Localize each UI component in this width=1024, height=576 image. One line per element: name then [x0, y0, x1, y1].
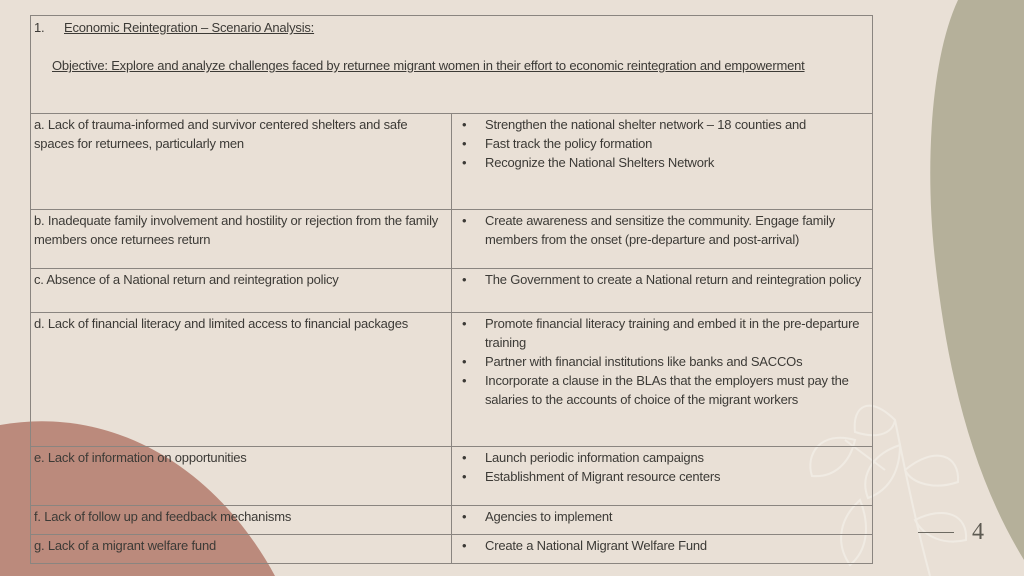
list-item: • Create awareness and sensitize the community. Engage family members from the onset (pre-departure and post-arrival)	[460, 211, 868, 249]
scenario-table	[30, 15, 873, 564]
action-cell	[452, 535, 873, 564]
table-row	[31, 535, 873, 564]
list-item: • Partner with financial institutions like banks and SACCOs	[460, 352, 868, 371]
action-cell	[452, 313, 873, 447]
objective-text: Objective: Explore and analyze challenges faced by returnee migrant women in their effort to economic reintegration and empowerment	[52, 58, 805, 73]
challenge-cell: a. Lack of trauma-informed and survivor centered shelters and safe spaces for returnees, particularly men	[31, 114, 452, 210]
challenge-cell: g. Lack of a migrant welfare fund	[31, 535, 452, 564]
list-item: • The Government to create a National return and reintegration policy	[460, 270, 868, 289]
section-heading	[31, 18, 864, 37]
list-item: • Fast track the policy formation	[460, 134, 868, 153]
section-number: 1.	[34, 20, 45, 35]
header-row	[31, 16, 873, 114]
list-item: • Strengthen the national shelter network – 18 counties and	[460, 115, 868, 134]
challenge-cell: e. Lack of information on opportunities	[31, 447, 452, 506]
list-item: • Create a National Migrant Welfare Fund	[460, 536, 868, 555]
table-row	[31, 210, 873, 269]
list-item: • Promote financial literacy training and embed it in the pre-departure training	[460, 314, 868, 352]
action-cell	[452, 447, 873, 506]
table-row	[31, 447, 873, 506]
list-item: • Incorporate a clause in the BLAs that the employers must pay the salaries to the accounts of choice of the migrant workers	[460, 371, 868, 409]
action-cell	[452, 210, 873, 269]
action-cell	[452, 114, 873, 210]
section-title: Economic Reintegration – Scenario Analysis:	[64, 20, 315, 35]
challenge-cell: f. Lack of follow up and feedback mechanisms	[31, 506, 452, 535]
action-list	[460, 314, 868, 409]
list-item: • Recognize the National Shelters Network	[460, 153, 868, 172]
action-cell	[452, 269, 873, 313]
action-list	[460, 270, 868, 289]
list-item: • Launch periodic information campaigns	[460, 448, 868, 467]
page-number: 4	[972, 519, 984, 545]
action-cell	[452, 506, 873, 535]
action-list	[460, 115, 868, 172]
list-item: • Establishment of Migrant resource centers	[460, 467, 868, 486]
sage-blob-shape	[930, 0, 1024, 560]
action-list	[460, 448, 868, 486]
action-list	[460, 536, 868, 555]
table-row	[31, 313, 873, 447]
table-row	[31, 506, 873, 535]
page-number-rule	[918, 532, 954, 533]
challenge-cell: c. Absence of a National return and reintegration policy	[31, 269, 452, 313]
action-list	[460, 211, 868, 249]
challenge-cell: b. Inadequate family involvement and hostility or rejection from the family members once returnees return	[31, 210, 452, 269]
challenge-cell: d. Lack of financial literacy and limited access to financial packages	[31, 313, 452, 447]
table-row	[31, 114, 873, 210]
action-list	[460, 507, 868, 526]
header-cell	[31, 16, 873, 114]
list-item: • Agencies to implement	[460, 507, 868, 526]
table-row	[31, 269, 873, 313]
